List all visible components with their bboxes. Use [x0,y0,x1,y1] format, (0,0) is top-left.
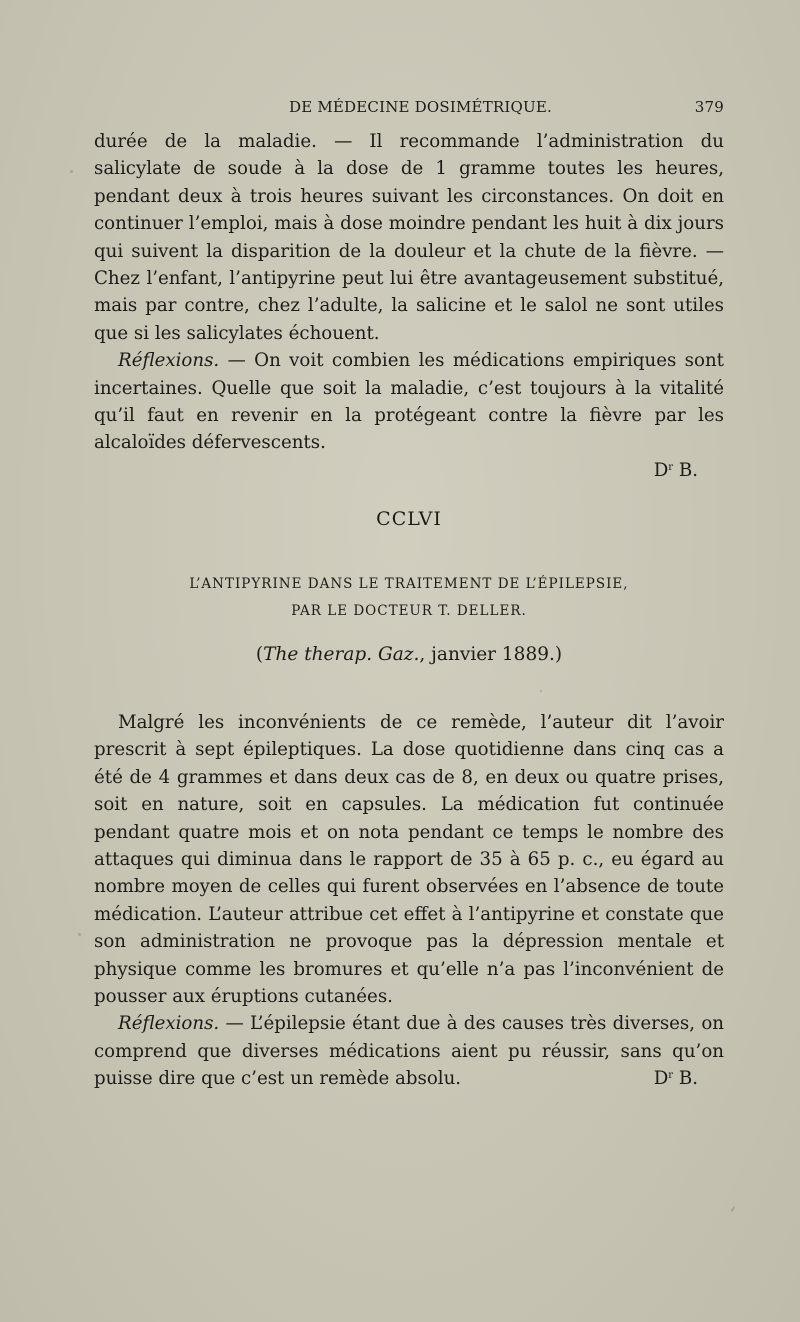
article-title [94,571,724,625]
article-body [94,709,724,1093]
article-paragraph: Malgré les inconvénients de ce remède, l’auteur dit l’avoir prescrit à sept épileptiques. La dose quotidienne dans cinq cas a été de 4 grammes et dans deux cas de 8, en deux ou quatre prises, soit en nature, soit en capsules. La médication fut continuée pendant quatre mois et on nota pendant ce temps le nombre des attaques qui diminua dans le rapport de 35 à 65 p. c., eu égard au nombre moyen de celles qui furent observées en l’absence de toute médication. L’auteur attribue cet effet à l’antipyrine et constate que son administration ne provoque pas la dépression mentale et physique comme les bromures et qu’elle n’a pas l’inconvénient de pousser aux éruptions cutanées. [94,712,724,1008]
running-header [94,98,724,122]
paper-speck [731,1206,736,1212]
reflexions-text: — On voit combien les médications empiriques sont incertaines. Quelle que soit la maladie, c’est toujours à la vitalité qu’il faut en revenir en la protégeant contre la fièvre par les alcaloïdes défervescents. [94,350,724,454]
paper-speck [540,690,542,692]
paper-speck [70,170,73,173]
article-title-line-2: PAR LE DOCTEUR T. DELLER. [291,603,527,619]
page-number: 379 [694,98,724,116]
article-signature-dr: D [653,1068,669,1090]
paper-speck [78,933,81,936]
continued-paragraph: durée de la maladie. — Il recommande l’administration du salicylate de soude à la dose de 1 gramme toutes les heures, pendant deux à trois heures suivant les circonstances. On doit en continuer l’emploi, mais à dose moindre pendant les huit à dix jours qui suivent la disparition de la douleur et la chute de la fièvre. — Chez l’enfant, l’antipyrine peut lui être avantageusement substitué, mais par contre, chez l’adulte, la salicine et le salol ne sont utiles que si les salicylates échouent. [94,131,724,344]
article-signature [630,1065,724,1092]
signature-name: B. [673,459,698,481]
article-signature-sup: r [668,1070,674,1082]
signature [94,457,724,484]
article-signature-name: B. [673,1068,698,1090]
citation-open: ( [255,644,264,665]
article-reflexions-label: Réflexions. [118,1013,220,1035]
section-continuation [94,128,724,484]
reflexions-label: Réflexions. [118,350,220,372]
signature-dr: D [653,459,669,481]
article-reflexions-text: — L’épilepsie étant due à des causes très diverses, on comprend que diverses médications aient pu réussir, sans qu’on puisse dire que c’est un remède absolu. [94,1013,724,1090]
article-title-line-1: L’ANTIPYRINE DANS LE TRAITEMENT DE L’ÉPILEPSIE, [189,576,629,592]
signature-sup: r [668,461,674,473]
article-number: CCLVI [376,508,442,530]
reflexions-paragraph [94,347,724,457]
article-citation [94,644,724,665]
article-reflexions [94,1010,724,1092]
running-title: DE MÉDECINE DOSIMÉTRIQUE. [289,98,552,116]
citation-date: , janvier 1889.) [419,644,563,665]
citation-source: The therap. Gaz. [263,644,420,665]
